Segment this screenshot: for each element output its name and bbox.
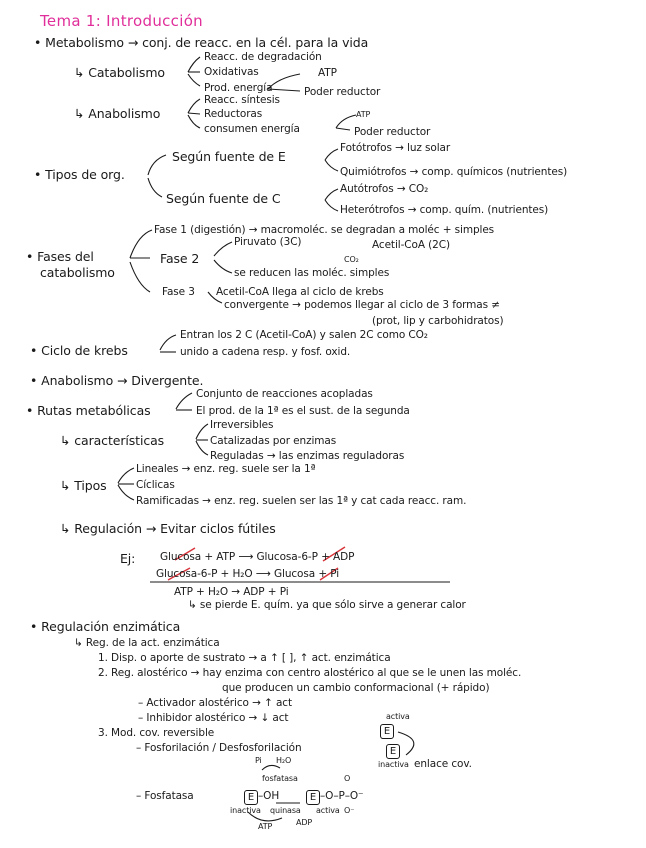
punto-2-cont: que producen un cambio conformacional (+ rápido) xyxy=(222,682,490,694)
oh-group: –OH xyxy=(258,790,280,802)
enzima-activa-box: E xyxy=(380,724,394,739)
reaccion-1: Glucosa + ATP ⟶ Glucosa-6-P + ADP xyxy=(160,551,355,563)
atp-2: ATP xyxy=(356,110,371,119)
caracteristicas-label: ↳ características xyxy=(60,433,165,448)
krebs-unido: unido a cadena resp. y fosf. oxid. xyxy=(180,346,351,358)
punto-3: 3. Mod. cov. reversible xyxy=(98,727,215,739)
fases-label-2: catabolismo xyxy=(40,265,115,280)
fosfatasa-small: fosfatasa xyxy=(262,774,298,783)
fase-3: Fase 3 xyxy=(162,286,195,298)
tipos-org-label: • Tipos de org. xyxy=(34,167,125,182)
activa-label: activa xyxy=(386,712,410,721)
enlace-cov: enlace cov. xyxy=(414,758,472,770)
reacc-sintesis: Reacc. síntesis xyxy=(204,94,280,106)
punto-1: 1. Disp. o aporte de sustrato → a ↑ [ ], ↑ act. enzimática xyxy=(98,652,391,664)
fases-label-1: • Fases del xyxy=(26,249,94,264)
pi-label: Pi xyxy=(255,756,262,765)
punto-2: 2. Reg. alostérico → hay enzima con centro alostérico al que se le unen las moléc. xyxy=(98,667,522,679)
reaccion-3: ATP + H₂O → ADP + Pi xyxy=(174,586,289,598)
reguladas: Reguladas → las enzimas reguladoras xyxy=(210,450,405,462)
fosfato-group: –O–P–O⁻ xyxy=(320,790,364,802)
atp-label: ATP xyxy=(258,822,273,831)
activa-2: activa xyxy=(316,806,340,815)
catalizadas: Catalizadas por enzimas xyxy=(210,435,337,447)
fototrofos: Fotótrofos → luz solar xyxy=(340,142,451,154)
catabolismo-label: ↳ Catabolismo xyxy=(74,65,165,80)
inactiva-2: inactiva xyxy=(230,806,261,815)
reaccion-nota: ↳ se pierde E. quím. ya que sólo sirve a generar calor xyxy=(188,599,466,611)
quimiotrofos: Quimiótrofos → comp. químicos (nutrientes) xyxy=(340,166,568,178)
autotrofos: Autótrofos → CO₂ xyxy=(340,183,429,195)
fase-2: Fase 2 xyxy=(160,251,200,266)
fase-3-acetil: Acetil-CoA llega al ciclo de krebs xyxy=(216,286,384,298)
poder-reductor-2: Poder reductor xyxy=(354,126,431,138)
reaccion-2: Glucosa-6-P + H₂O ⟶ Glucosa + Pi xyxy=(156,568,340,580)
poder-reductor-1: Poder reductor xyxy=(304,86,381,98)
activador: – Activador alostérico → ↑ act xyxy=(138,697,292,709)
fuente-e: Según fuente de E xyxy=(172,149,286,164)
inhibidor: – Inhibidor alostérico → ↓ act xyxy=(138,712,289,724)
ramificadas: Ramificadas → enz. reg. suelen ser las 1ª y cat cada reacc. ram. xyxy=(136,495,467,507)
enzima-oh-box: E xyxy=(244,790,258,805)
fosfatasa-label: – Fosfatasa xyxy=(136,790,194,802)
fosforilacion: – Fosforilación / Desfosforilación xyxy=(136,742,302,754)
reducen-molec: se reducen las moléc. simples xyxy=(234,267,390,279)
oxidativas: Oxidativas xyxy=(204,66,259,78)
prod-energia: Prod. energía xyxy=(204,82,273,94)
heterotrofos: Heterótrofos → comp. quím. (nutrientes) xyxy=(340,204,549,216)
h2o-label: H₂O xyxy=(276,756,292,765)
tipos-label: ↳ Tipos xyxy=(60,478,107,493)
reacc-degradacion: Reacc. de degradación xyxy=(204,51,322,63)
rutas-producto: El prod. de la 1ª es el sust. de la segunda xyxy=(196,405,410,417)
enzima-p-box: E xyxy=(306,790,320,805)
enzima-box-2: E xyxy=(386,744,400,759)
acetil-coa: Acetil-CoA (2C) xyxy=(372,239,450,251)
o-bottom: O⁻ xyxy=(344,806,355,815)
anabolismo-label: ↳ Anabolismo xyxy=(74,106,161,121)
reductoras: Reductoras xyxy=(204,108,263,120)
krebs-label: • Ciclo de krebs xyxy=(30,343,128,358)
anabolismo-divergente: • Anabolismo → Divergente. xyxy=(30,373,204,388)
o-top: O xyxy=(344,774,351,783)
fase-3-biomoleculas: (prot, lip y carbohidratos) xyxy=(372,315,504,327)
ciclicas: Cíclicas xyxy=(136,479,175,491)
ejemplo-label: Ej: xyxy=(120,551,136,566)
consumen-energia: consumen energía xyxy=(204,123,300,135)
reg-enzimatica-label: • Regulación enzimática xyxy=(30,619,181,634)
rutas-label: • Rutas metabólicas xyxy=(26,403,151,418)
quinasa-label: quinasa xyxy=(270,806,301,815)
atp-1: ATP xyxy=(318,67,337,79)
irreversibles: Irreversibles xyxy=(210,419,274,431)
rutas-conjunto: Conjunto de reacciones acopladas xyxy=(196,388,373,400)
inactiva-label: inactiva xyxy=(378,760,409,769)
fase-3-convergente: convergente → podemos llegar al ciclo de 3 formas ≠ xyxy=(224,299,500,311)
krebs-entran: Entran los 2 C (Acetil-CoA) y salen 2C como CO₂ xyxy=(180,329,428,341)
lineales: Lineales → enz. reg. suele ser la 1ª xyxy=(136,463,316,475)
piruvato: Piruvato (3C) xyxy=(234,236,302,248)
metabolismo-def: • Metabolismo → conj. de reacc. en la cél. para la vida xyxy=(34,35,369,50)
co2-label: CO₂ xyxy=(344,255,359,264)
regulacion-ciclos: ↳ Regulación → Evitar ciclos fútiles xyxy=(60,521,276,536)
fase-1: Fase 1 (digestión) → macromoléc. se degradan a moléc + simples xyxy=(154,224,495,236)
reg-act-enzimatica: ↳ Reg. de la act. enzimática xyxy=(74,637,220,649)
adp-label: ADP xyxy=(296,818,313,827)
page-title: Tema 1: Introducción xyxy=(40,12,203,30)
fuente-c: Según fuente de C xyxy=(166,191,281,206)
